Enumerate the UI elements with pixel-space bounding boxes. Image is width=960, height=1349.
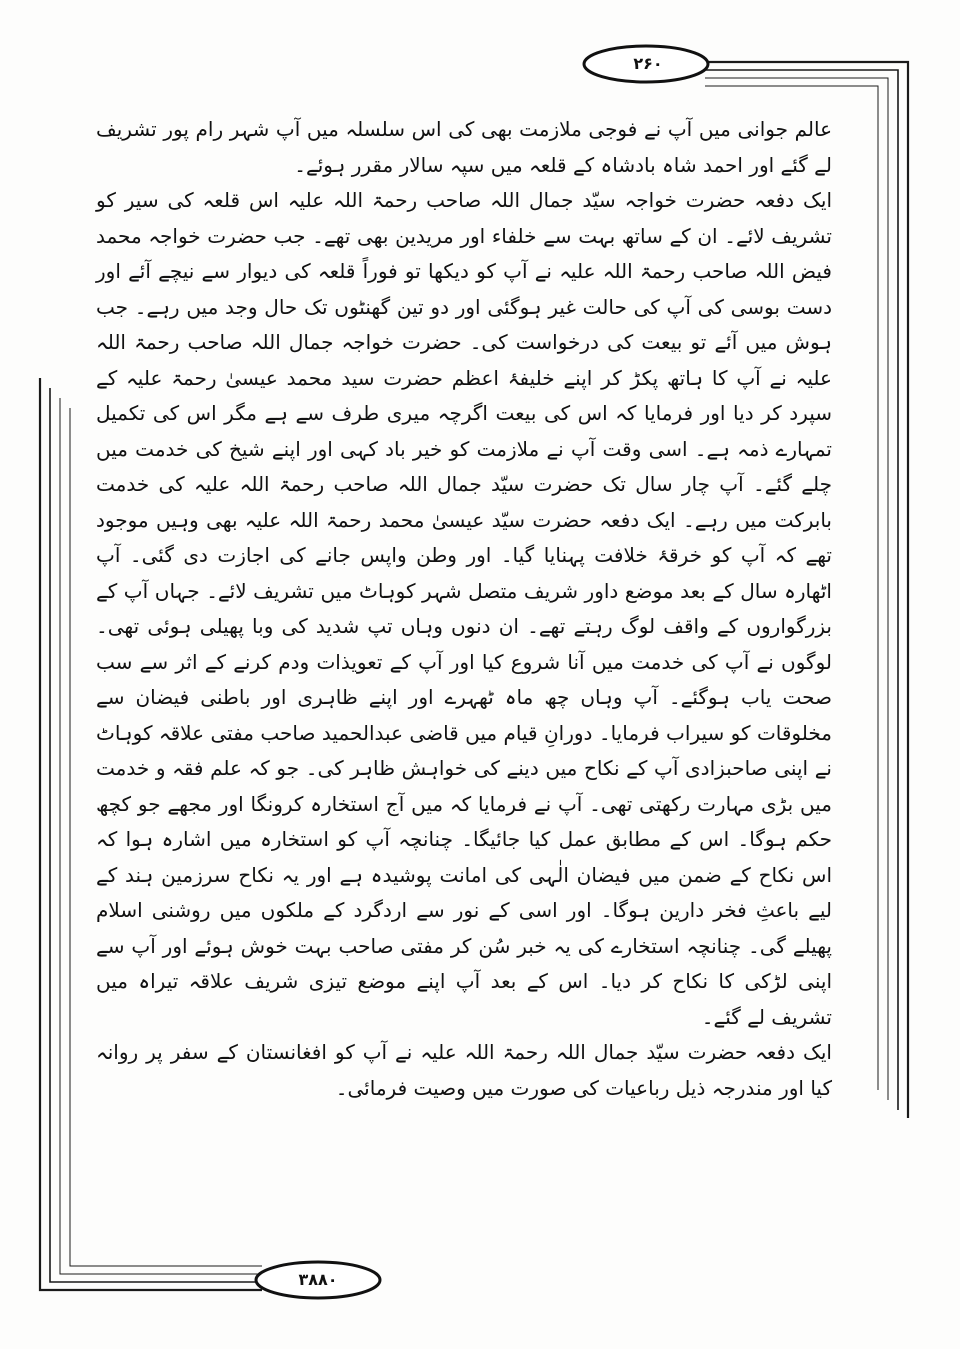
paragraph-1: عالم جوانی میں آپ نے فوجی ملازمت بھی کی اس سلسلہ میں آپ شہر رام پور تشریف لے گئے اور احمد شاہ بادشاہ کے قلعہ میں سپہ سالار مقرر ہوئے۔ bbox=[96, 117, 832, 177]
page-number-bottom: ۳۸۸۰ bbox=[298, 1270, 338, 1289]
paragraph-2: ایک دفعہ حضرت خواجہ سیّد جمال اللہ صاحب رحمۃ اللہ علیہ اس قلعہ کی سیر کو تشریف لائے۔ ان کے ساتھ بہت سے خلفاء اور مریدین بھی تھے۔ جب حضرت خواجہ محمد فیض اللہ صاحب رحمۃ اللہ علیہ نے آپ کو دیکھا تو فوراً قلعہ کی دیوار سے نیچے آئے اور دست بوسی کی آپ کی حالت غیر ہوگئی اور دو تین گھنٹوں تک حال وجد میں رہے۔ جب ہوش میں آئے تو بیعت کی درخواست کی۔ حضرت خواجہ جمال اللہ صاحب رحمۃ اللہ علیہ نے آپ کا ہاتھ پکڑ کر اپنے خلیفۂ اعظم حضرت سید محمد عیسیٰ رحمۃ علیہ کے سپرد کر دیا اور فرمایا کہ اس کی بیعت اگرچہ میری طرف سے ہے مگر اس کی تکمیل تمہارے ذمہ ہے۔ اسی وقت آپ نے ملازمت کو خیر باد کہی اور اپنے شیخ کی خدمت میں چلے گئے۔ آپ چار سال تک حضرت سیّد جمال اللہ صاحب رحمۃ اللہ علیہ کی خدمت بابرکت میں رہے۔ ایک دفعہ حضرت سیّد عیسیٰ محمد رحمۃ اللہ علیہ بھی وہیں موجود تھے کہ آپ کو خرقۂ خلافت پہنایا گیا۔ اور وطن واپس جانے کی اجازت دی گئی۔ آپ اٹھارہ سال کے بعد موضع داور شریف متصل شہر کوہاٹ میں تشریف لائے۔ جہاں آپ کے بزرگواروں کے واقف لوگ رہتے تھے۔ ان دنوں وہاں تپ شدید کی وبا پھیلی ہوئی تھی۔ لوگوں نے آپ کی خدمت میں آنا شروع کیا اور آپ کے تعویذات ودم کرنے کے اثر سے سب صحت یاب ہوگئے۔ آپ وہاں چھ ماہ ٹھہرے اور اپنے ظاہری اور باطنی فیضان سے مخلوقات کو سیراب فرمایا۔ دورانِ قیام میں قاضی عبدالحمید صاحب مفتی علاقہ کوہاٹ نے اپنی صاحبزادی آپ کے نکاح میں دینے کی خواہش ظاہر کی۔ جو کہ علم فقہ و خدمت میں بڑی مہارت رکھتی تھی۔ آپ نے فرمایا کہ میں آج استخارہ کرونگا اور مجھے جو کچھ حکم ہوگا۔ اس کے مطابق عمل کیا جائیگا۔ چنانچہ آپ کو استخارہ میں اشارہ ہوا کہ اس نکاح کے ضمن میں فیضان الٰہی کی امانت پوشیدہ ہے اور یہ نکاح سرزمین ہند کے لیے باعثِ فخر دارین ہوگا۔ اور اسی کے نور سے اردگرد کے ملکوں میں روشنی اسلام پھیلے گی۔ چنانچہ استخارے کی یہ خبر سُن کر مفتی صاحب بہت خوش ہوئے اور آپ سے اپنی لڑکی کا نکاح کر دیا۔ اس کے بعد آپ اپنے موضع تیزی شریف علاقہ تیراہ میں تشریف لے گئے۔ bbox=[96, 188, 832, 1029]
paragraph-3: ایک دفعہ حضرت سیّد جمال اللہ رحمۃ اللہ علیہ نے آپ کو افغانستان کے سفر پر روانہ کیا اور مندرجہ ذیل رباعیات کی صورت میں وصیت فرمائی۔ bbox=[96, 1040, 832, 1100]
page-number-top: ۲۶۰ bbox=[633, 54, 663, 73]
body-text bbox=[96, 112, 832, 1106]
